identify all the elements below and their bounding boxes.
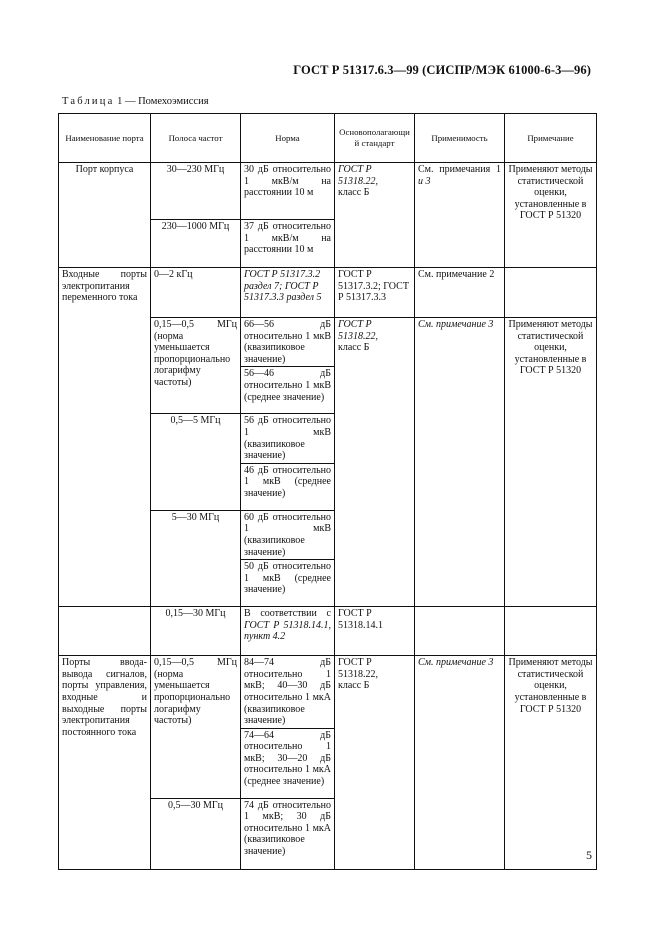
standard-ref: ГОСТ Р 51318.22, xyxy=(338,319,378,342)
table-row xyxy=(59,268,597,318)
port-name-cell: Порт корпуса xyxy=(59,163,151,268)
limit-cell: 74 дБ относительно 1 мкВ; 30 дБ относительно 1 мкА (квазипиковое значение) xyxy=(241,798,335,869)
header-note: Примечание xyxy=(505,114,597,163)
note-cell: Применяют методы статистической оценки, установленные в ГОСТ Р 51320 xyxy=(505,318,597,607)
document-header: ГОСТ Р 51317.6.3—99 (СИСПР/МЭК 61000-6-3—96) xyxy=(293,63,591,77)
limit-cell xyxy=(241,607,335,656)
page-number: 5 xyxy=(586,848,592,862)
standard-cell: ГОСТ Р 51317.3.2; ГОСТ Р 51317.3.3 xyxy=(335,268,415,318)
limit-cell: 37 дБ относительно 1 мкВ/м на расстоянии 10 м xyxy=(241,220,335,268)
limit-cell: 46 дБ относительно 1 мкВ (среднее значение) xyxy=(241,463,335,510)
port-name-cell: Порты ввода-вывода сигналов, порты управления, входные и выходные порты электропитания постоянного тока xyxy=(59,656,151,870)
standard-cell xyxy=(335,318,415,607)
limit-cell: 74—64 дБ относительно 1 мкВ; 30—20 дБ относительно 1 мкА (среднее значение) xyxy=(241,728,335,798)
table-row xyxy=(59,607,597,656)
standard-class: класс Б xyxy=(338,342,370,354)
standard-class: класс Б xyxy=(338,680,370,692)
limit-cell: 84—74 дБ относительно 1 мкВ; 40—30 дБ относительно 1 мкА (квазипиковое значение) xyxy=(241,656,335,729)
applicability-cell xyxy=(415,163,505,268)
standard-cell xyxy=(335,163,415,268)
note-cell: Применяют методы статистической оценки, установленные в ГОСТ Р 51320 xyxy=(505,163,597,268)
limit-cell: 50 дБ относительно 1 мкВ (среднее значение) xyxy=(241,560,335,607)
header-applicability: Применимость xyxy=(415,114,505,163)
caption-number: 1 xyxy=(117,96,123,107)
frequency-band-cell: 0,5—30 МГц xyxy=(151,798,241,869)
limit-cell: 56 дБ относительно 1 мкВ (квазипиковое значение) xyxy=(241,414,335,463)
note-cell xyxy=(505,268,597,318)
applicability-cell: См. примечание 3 xyxy=(415,656,505,870)
port-name-cell: Входные порты электропитания переменного тока xyxy=(59,268,151,607)
limit-ref: ГОСТ Р 51317.3.2 раздел 7; xyxy=(244,269,321,292)
header-limit: Норма xyxy=(241,114,335,163)
frequency-band-cell: 0—2 кГц xyxy=(151,268,241,318)
limit-ref: ГОСТ Р 51317.3.3 раздел 5 xyxy=(244,280,322,304)
table-row xyxy=(59,656,597,729)
standard-cell: ГОСТ Р 51318.14.1 xyxy=(335,607,415,656)
applicability-ref: и 3 xyxy=(418,175,431,187)
standard-ref: ГОСТ Р 51318.22, xyxy=(338,657,378,680)
limit-ref: ГОСТ Р 51318.14.1, пункт 4.2 xyxy=(244,619,331,643)
limit-cell xyxy=(241,268,335,318)
limit-cell: 66—56 дБ относительно 1 мкВ (квазипиковое значение) xyxy=(241,318,335,367)
frequency-band-cell: 0,5—5 МГц xyxy=(151,414,241,510)
table-caption xyxy=(62,96,209,107)
emission-table xyxy=(58,113,597,870)
header-port-name: Наименование порта xyxy=(59,114,151,163)
applicability-cell: См. примечание 3 xyxy=(415,318,505,607)
frequency-band-cell: 230—1000 МГц xyxy=(151,220,241,268)
caption-title: — Помехоэмиссия xyxy=(122,96,209,107)
limit-cell: 30 дБ относительно 1 мкВ/м на расстоянии 10 м xyxy=(241,163,335,220)
applicability-cell: См. примечание 2 xyxy=(415,268,505,318)
applicability-text: См. примечания 1 xyxy=(418,164,501,175)
caption-prefix: Таблица xyxy=(62,96,115,107)
standard-ref: ГОСТ Р 51318.22, xyxy=(338,164,378,187)
frequency-band-cell: 0,15—30 МГц xyxy=(151,607,241,656)
limit-text: В соответствии с xyxy=(244,608,331,620)
frequency-band-cell: 0,15—0,5 МГц (норма уменьшается пропорционально логарифму частоты) xyxy=(151,656,241,799)
header-frequency-band: Полоса частот xyxy=(151,114,241,163)
frequency-band-cell: 0,15—0,5 МГц (норма уменьшается пропорционально логарифму частоты) xyxy=(151,318,241,414)
table-row xyxy=(59,163,597,220)
port-name-cell xyxy=(59,607,151,656)
frequency-band-cell: 30—230 МГц xyxy=(151,163,241,220)
note-cell xyxy=(505,607,597,656)
standard-class: класс Б xyxy=(338,187,370,199)
applicability-cell xyxy=(415,607,505,656)
table-header-row xyxy=(59,114,597,163)
standard-cell xyxy=(335,656,415,870)
limit-cell: 56—46 дБ относительно 1 мкВ (среднее значение) xyxy=(241,367,335,414)
limit-cell: 60 дБ относительно 1 мкВ (квазипиковое значение) xyxy=(241,510,335,559)
frequency-band-cell: 5—30 МГц xyxy=(151,510,241,606)
note-cell: Применяют методы статистической оценки, установленные в ГОСТ Р 51320 xyxy=(505,656,597,870)
header-basic-standard: Основополагающий стандарт xyxy=(335,114,415,163)
